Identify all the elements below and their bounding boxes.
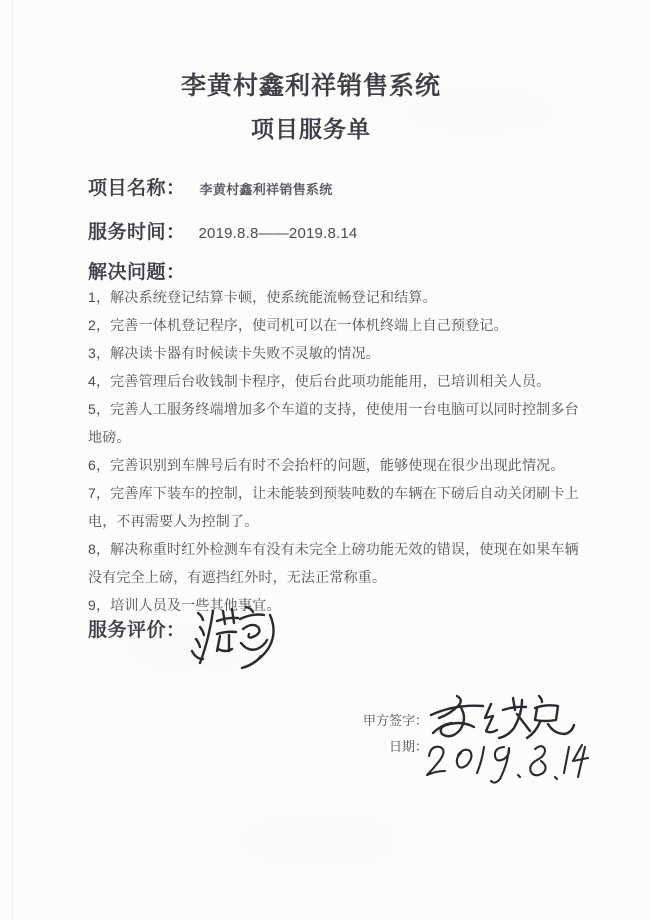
problem-item-1 [88, 283, 608, 311]
document-subtitle: 项目服务单 [251, 116, 371, 142]
problem-item-3 [88, 339, 608, 367]
handwriting-evaluation [186, 597, 286, 675]
problem-item-4 [88, 367, 608, 395]
problem-line: 4，完善管理后台收钱制卡程序，使后台此项功能能用，已培训相关人员。 [88, 373, 551, 389]
problems-list [88, 283, 608, 619]
problem-item-8 [88, 535, 608, 591]
project-name-value: 李黄村鑫利祥销售系统 [199, 182, 333, 197]
problem-line: 9，培训人员及一些其他事宜。 [88, 597, 281, 613]
document-header [0, 72, 636, 143]
date-label: 日期： [388, 739, 428, 754]
document-title: 李黄村鑫利祥销售系统 [180, 72, 441, 100]
problem-line: 2，完善一体机登记程序，使司机可以在一体机终端上自己预登记。 [88, 317, 508, 333]
problem-line: 1，解决系统登记结算卡顿，使系统能流畅登记和结算。 [88, 289, 437, 305]
problem-item-5 [88, 395, 608, 451]
project-name-label: 项目名称： [88, 178, 186, 199]
problem-line: 7，完善库下装车的控制，让未能装到预装吨数的车辆在下磅后自动关闭刷卡上 [88, 485, 579, 501]
problem-line: 3，解决读卡器有时候读卡失败不灵敏的情况。 [88, 345, 380, 361]
service-time-value: 2019.8.8——2019.8.14 [198, 225, 358, 242]
signature-labels [330, 712, 428, 755]
service-time-row [88, 217, 357, 244]
problem-line: 地磅。 [88, 429, 131, 445]
problem-item-6 [88, 451, 608, 479]
evaluation-label: 服务评价： [88, 620, 186, 641]
service-time-label: 服务时间： [88, 222, 186, 243]
handwriting-date [420, 735, 595, 787]
problem-line: 8，解决称重时红外检测车有没有未完全上磅功能无效的错误，使现在如果车辆 [88, 541, 579, 557]
problem-item-7 [88, 479, 608, 535]
problem-line: 电，不再需要人为控制了。 [88, 513, 259, 529]
problem-line: 6，完善识别到车牌号后有时不会抬杆的问题，能够使现在很少出现此情况。 [88, 457, 565, 473]
party-signature-label: 甲方签字： [362, 713, 428, 728]
problem-item-2 [88, 311, 608, 339]
problem-line: 没有完全上磅，有遮挡红外时，无法正常称重。 [88, 569, 387, 585]
problems-heading: 解决问题： [88, 262, 186, 283]
project-name-row [88, 173, 333, 200]
evaluation-row [88, 615, 186, 642]
problem-line: 5，完善人工服务终端增加多个车道的支持，使使用一台电脑可以同时控制多台 [88, 401, 579, 417]
